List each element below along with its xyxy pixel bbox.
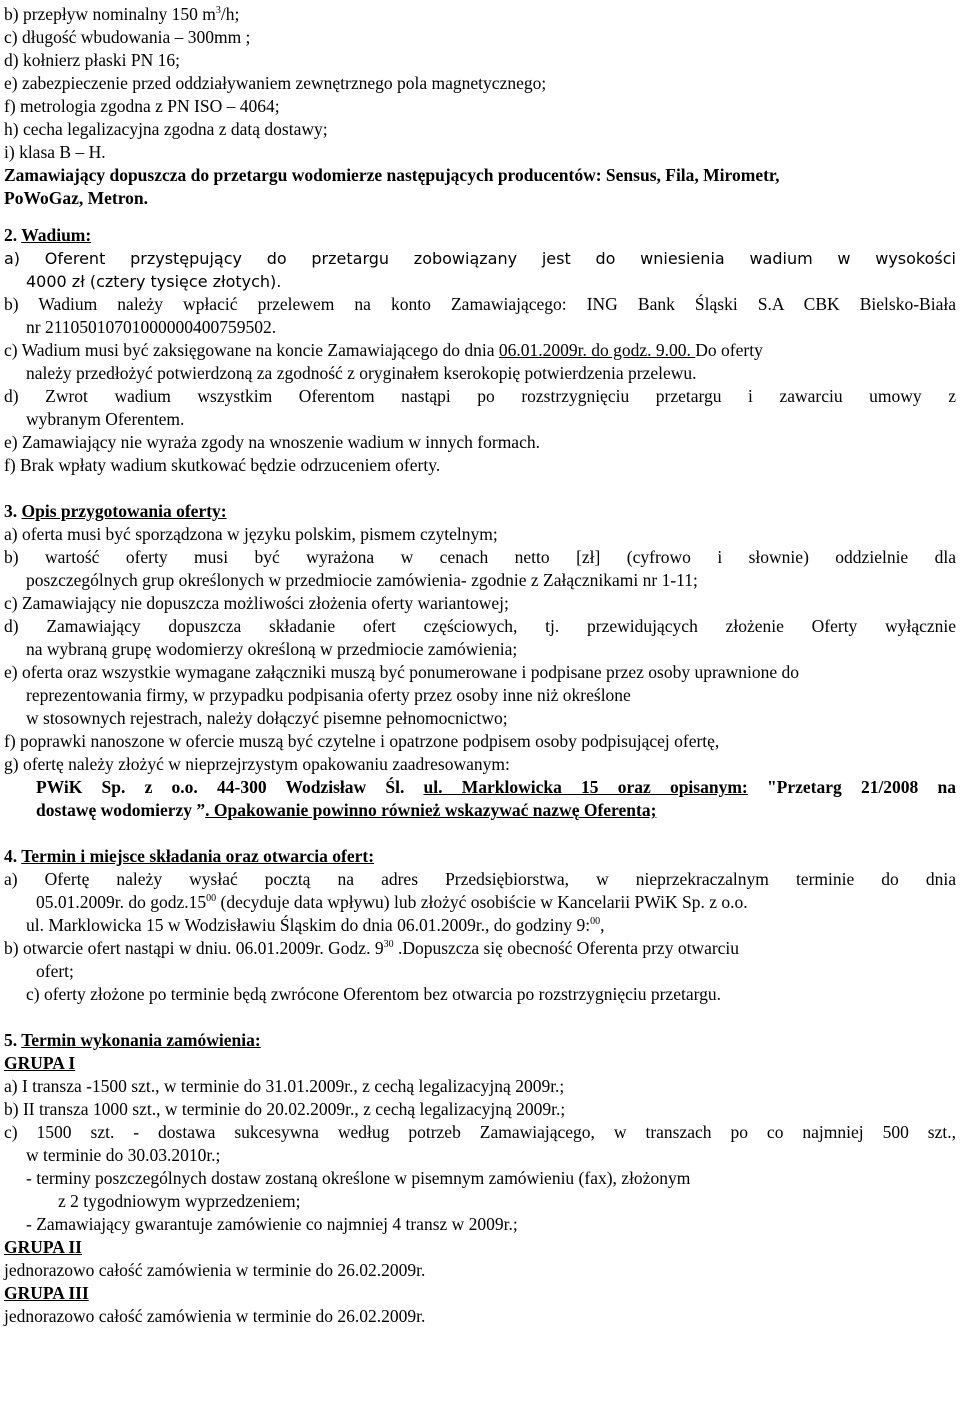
opis-address-line-1: PWiK Sp. z o.o. 44-300 Wodzisław Śl. ul. Marklowicka 15 oraz opisanym: "Przetarg 21/2008 na [36, 777, 956, 797]
group-3-heading: GRUPA III [4, 1283, 89, 1303]
section-heading-wykonanie: 5. Termin wykonania zamówienia: [4, 1030, 261, 1050]
wadium-d-line-1: d) Zwrot wadium wszystkim Oferentom nastąpi po rozstrzygnięciu przetargu i zawarciu umowy z [4, 386, 956, 406]
producers-line-2: PoWoGaz, Metron. [4, 188, 149, 208]
wadium-b-line-1: b) Wadium należy wpłacić przelewem na konto Zamawiającego: ING Bank Śląski S.A CBK Bielsko-Biała [4, 294, 956, 314]
wadium-e: e) Zamawiający nie wyraża zgody na wnoszenie wadium w innych formach. [4, 432, 540, 452]
group-1-c-line-2: w terminie do 30.03.2010r.; [26, 1145, 221, 1165]
group-1-d-line-2: z 2 tygodniowym wyprzedzeniem; [58, 1191, 301, 1211]
list-item-f: f) metrologia zgodna z PN ISO – 4064; [4, 96, 280, 116]
group-2-text: jednorazowo całość zamówienia w terminie do 26.02.2009r. [4, 1260, 426, 1280]
opis-address-line-2: dostawę wodomierzy ”. Opakowanie powinno również wskazywać nazwę Oferenta; [36, 800, 657, 820]
wadium-f: f) Brak wpłaty wadium skutkować będzie odrzuceniem oferty. [4, 455, 441, 475]
opis-a: a) oferta musi być sporządzona w języku polskim, pismem czytelnym; [4, 524, 498, 544]
termin-a-line-1: a) Ofertę należy wysłać pocztą na adres Przedsiębiorstwa, w nieprzekraczalnym terminie do dnia [4, 869, 956, 889]
section-heading-wadium: 2. Wadium: [4, 225, 92, 245]
list-item-c: c) długość wbudowania – 300mm ; [4, 27, 251, 47]
opis-e-line-1: e) oferta oraz wszystkie wymagane załączniki muszą być ponumerowane i podpisane przez osoby uprawnione do [4, 662, 799, 682]
producers-line-1: Zamawiający dopuszcza do przetargu wodomierze następujących producentów: Sensus, Fila, Mirometr, [4, 165, 780, 185]
opis-d-line-2: na wybraną grupę wodomierzy określoną w przedmiocie zamówienia; [26, 639, 518, 659]
list-item-e: e) zabezpieczenie przed oddziaływaniem zewnętrznego pola magnetycznego; [4, 73, 547, 93]
opis-b-line-2: poszczególnych grup określonych w przedmiocie zamówienia- zgodnie z Załącznikami nr 1-11; [26, 570, 698, 590]
opis-f: f) poprawki nanoszone w ofercie muszą być czytelne i opatrzone podpisem osoby podpisującej ofertę, [4, 731, 720, 751]
wadium-b-line-2: nr 21105010701000000400759502. [26, 317, 277, 337]
termin-a-line-3: ul. Marklowicka 15 w Wodzisławiu Śląskim do dnia 06.01.2009r., do godziny 9:$^{00}$, [26, 915, 605, 935]
group-1-d-line-1: - terminy poszczególnych dostaw zostaną określone w pisemnym zamówieniu (fax), złożonym [26, 1168, 691, 1188]
opis-c: c) Zamawiający nie dopuszcza możliwości złożenia oferty wariantowej; [4, 593, 509, 613]
opis-g: g) ofertę należy złożyć w nieprzejrzystym opakowaniu zaadresowanym: [4, 754, 510, 774]
wadium-a-line-1: a) Oferent przystępujący do przetargu zobowiązany jest do wniesienia wadium w wysokości [4, 249, 956, 268]
opis-e-line-2: reprezentowania firmy, w przypadku podpisania oferty przez osoby inne niż określone [26, 685, 631, 705]
opis-d-line-1: d) Zamawiający dopuszcza składanie ofert częściowych, tj. przewidujących złożenie Oferty wyłącznie [4, 616, 956, 636]
opis-b-line-1: b) wartość oferty musi być wyrażona w cenach netto [zł] (cyfrowo i słownie) oddzielnie dla [4, 547, 956, 567]
wadium-d-line-2: wybranym Oferentem. [26, 409, 185, 429]
termin-a-line-2: 05.01.2009r. do $godz.15^{00}$ (decyduje data wpływu) lub złożyć osobiście w Kancelarii PWiK Sp. z o.o. [36, 892, 748, 912]
list-item-b: b) przepływ nominalny 150 $m^3/h$; [4, 4, 240, 24]
wadium-c-line-1: c) Wadium musi być zaksięgowane na koncie Zamawiającego do dnia 06.01.2009r. do godz. 9.00. Do oferty [4, 340, 763, 360]
list-item-i: i) klasa B – H. [4, 142, 106, 162]
group-1-b: b) II transza 1000 szt., w terminie do 20.02.2009r., z cechą legalizacyjną 2009r.; [4, 1099, 566, 1119]
section-heading-termin: 4. Termin i miejsce składania oraz otwarcia ofert: [4, 846, 375, 866]
group-1-a: a) I transza -1500 szt., w terminie do 31.01.2009r., z cechą legalizacyjną 2009r.; [4, 1076, 565, 1096]
list-item-h: h) cecha legalizacyjna zgodna z datą dostawy; [4, 119, 328, 139]
list-item-d: d) kołnierz płaski PN 16; [4, 50, 180, 70]
group-2-heading: GRUPA II [4, 1237, 82, 1257]
group-1-e: - Zamawiający gwarantuje zamówienie co najmniej 4 transz w 2009r.; [26, 1214, 518, 1234]
wadium-c-line-2: należy przedłożyć potwierdzoną za zgodność z oryginałem kserokopię potwierdzenia przelewu. [26, 363, 697, 383]
wadium-a-line-2: 4000 zł (cztery tysięce złotych). [26, 272, 282, 291]
termin-b-line-2: ofert; [36, 961, 74, 981]
opis-e-line-3: w stosownych rejestrach, należy dołączyć pisemne pełnomocnictwo; [26, 708, 508, 728]
group-1-heading: GRUPA I [4, 1053, 76, 1073]
group-3-text: jednorazowo całość zamówienia w terminie do 26.02.2009r. [4, 1306, 426, 1326]
termin-b-line-1: b) otwarcie ofert nastąpi w dniu. 06.01.2009r. Godz. $9^{30}$ .Dopuszcza się obecność Oferenta przy otwarciu [4, 938, 740, 958]
termin-c: c) oferty złożone po terminie będą zwrócone Oferentom bez otwarcia po rozstrzygnięciu przetargu. [26, 984, 721, 1004]
document-page [4, 3, 956, 1328]
group-1-c-line-1: c) 1500 szt. - dostawa sukcesywna według potrzeb Zamawiającego, w transzach po co najmniej 500 szt., [4, 1122, 956, 1142]
section-heading-opis: 3. Opis przygotowania oferty: [4, 501, 227, 521]
